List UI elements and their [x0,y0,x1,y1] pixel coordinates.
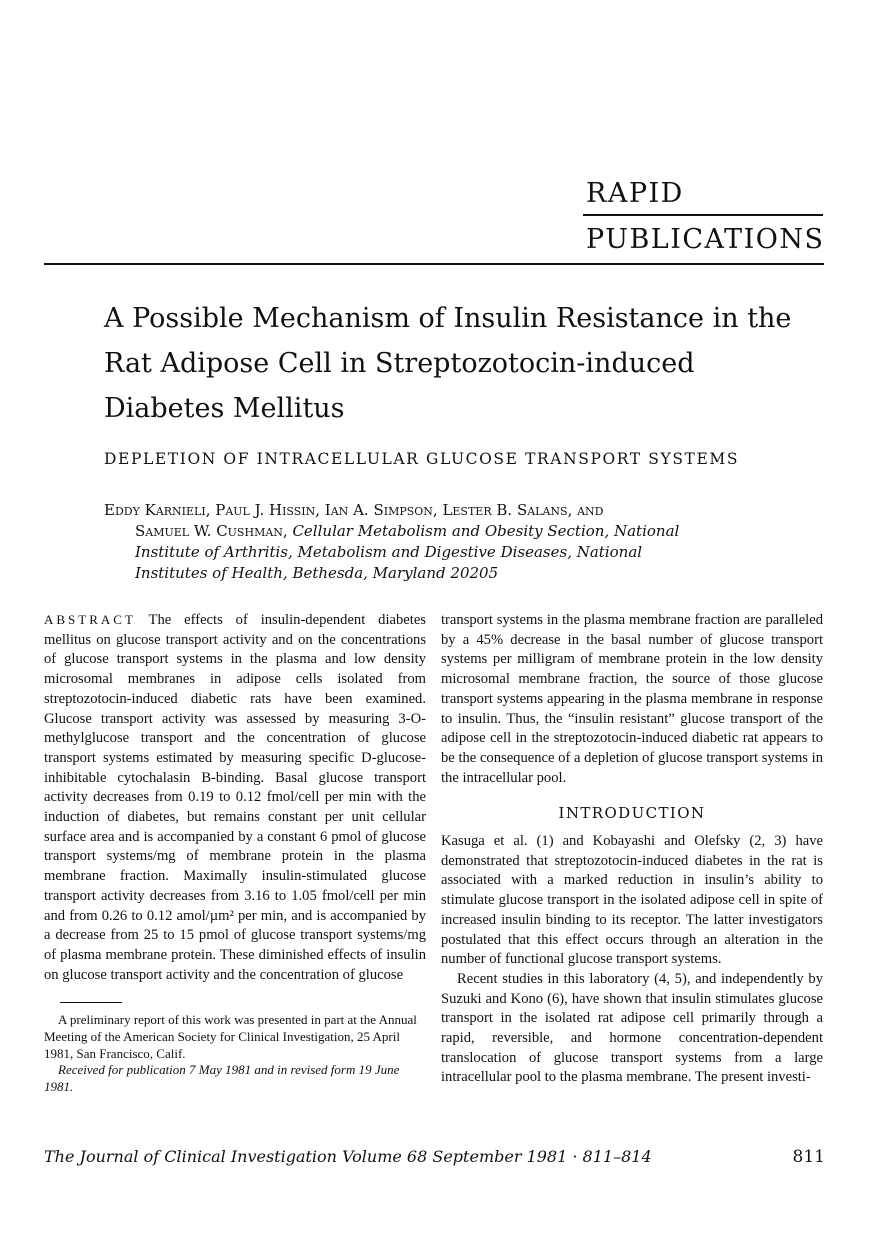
introduction-heading: INTRODUCTION [558,804,706,823]
intro-paragraph-2: Recent studies in this laboratory (4, 5), and independently by Suzuki and Kono (6), have shown that insulin stimulates glucose transport in the isolated rat adipose cell primarily through a rapid, reversible, and hormone concentration-dependent translocation of glucose transport systems from a large intracellular pool to the plasma membrane. The present investi- [441,970,823,1086]
journal-citation: The Journal of Clinical Investigation Volume 68 September 1981 · 811–814 [44,1147,652,1166]
footnote-2-text: Received for publication 7 May 1981 and in revised form 19 June 1981. [44,1062,400,1095]
author-block [104,500,704,584]
footnote-2 [44,1062,426,1096]
article-title: A Possible Mechanism of Insulin Resistance in the Rat Adipose Cell in Streptozotocin-induced Diabetes Mellitus [104,303,792,424]
header-rule-short [583,214,823,216]
right-column [441,611,823,1088]
footnotes [44,1012,426,1096]
abstract-label: ABSTRACT [44,612,136,627]
abstract-continuation: transport systems in the plasma membrane fraction are paralleled by a 45% decrease in the basal number of glucose transport systems per milligram of membrane protein in the low density microsomal membrane fraction, the source of those glucose transport systems appearing in the plasma membrane in response to insulin. Thus, the “insulin resistant” glucose transport of the adipose cell in the streptozotocin-induced diabetic rat appears to be the consequence of a depletion of glucose transport systems in the intracellular pool. [441,612,823,786]
footnote-rule [60,1002,122,1003]
abstract-paragraph [44,610,426,985]
author-list: Eddy Karnieli, Paul J. Hissin, Ian A. Simpson, Lester B. Salans, and [104,501,604,519]
affiliation-text: Cellular Metabolism and Obesity Section, National Institute of Arthritis, Metabolism and Digestive Diseases, National Institutes of Health, Bethesda, Maryland 20205 [135,522,680,582]
abstract-text-left: The effects of insulin-dependent diabetes mellitus on glucose transport activity and on the concentrations of glucose transport systems in the plasma and low density microsomal membranes in adipose cells isolated from streptozotocin-induced diabetic rats have been examined. Glucose transport activity was assessed by measuring 3-O-methylglucose transport and the concentration of glucose transport systems estimated by measuring specific D-glucose-inhibitable cytochalasin B-binding. Basal glucose transport activity decreases from 0.19 to 0.12 fmol/cell per min with the induction of diabetes, but remains constant per unit cellular surface area and is accompanied by a constant 6 pmol of glucose transport systems/mg of membrane protein in the plasma membrane fraction. Maximally insulin-stimulated glucose transport activity decreases from 3.16 to 1.05 fmol/cell per min and from 0.26 to 0.12 amol/µm² per min, and is accompanied by a decrease from 25 to 15 pmol of glucose transport systems/mg of plasma membrane protein. These diminished effects of insulin on glucose transport activity and the concentration of glucose [44,612,426,983]
footnote-1: A preliminary report of this work was presented in part at the Annual Meeting of the American Society for Clinical Investigation, 25 April 1981, San Francisco, Calif. [44,1012,417,1061]
left-column [44,610,426,985]
article-subtitle: DEPLETION OF INTRACELLULAR GLUCOSE TRANSPORT SYSTEMS [104,450,740,468]
section-label-publications: PUBLICATIONS [586,224,825,255]
intro-paragraph-1: Kasuga et al. (1) and Kobayashi and Olefsky (2, 3) have demonstrated that streptozotocin-induced diabetes in the rat is associated with a marked reduction in insulin’s ability to stimulate glucose transport in the isolated adipose cell in spite of increased insulin binding to its receptor. The latter investigators postulated that this effect occurs through an alteration in the number of functional glucose transport systems. [441,833,823,968]
page-number: 811 [792,1147,825,1167]
author-last: Samuel W. Cushman, [135,522,288,540]
header-rule-long [44,263,824,265]
section-label-rapid: RAPID [586,178,684,209]
affiliation [104,521,704,584]
